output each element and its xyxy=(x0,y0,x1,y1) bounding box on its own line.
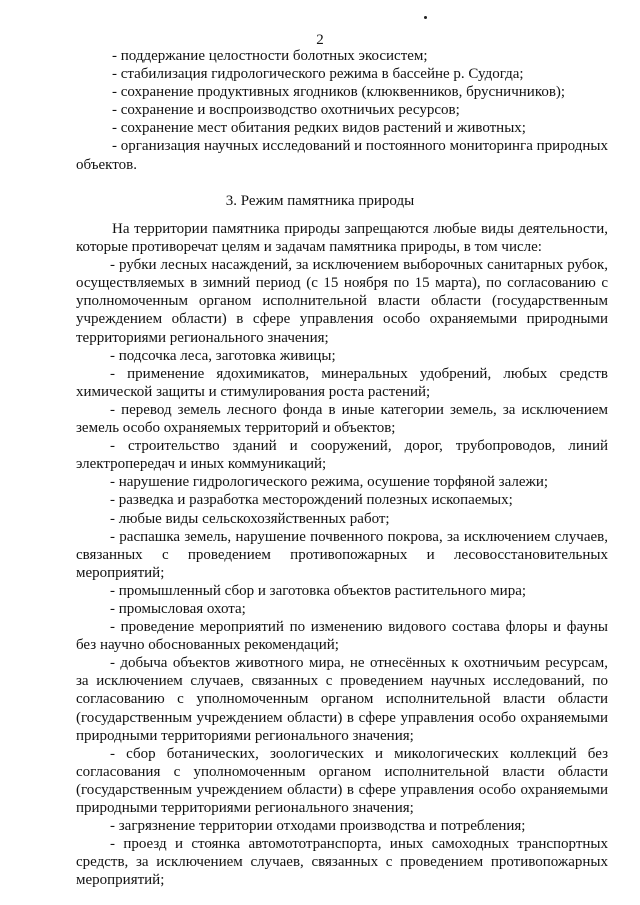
prohibited-item: - разведка и разработка месторождений полезных ископаемых; xyxy=(110,492,513,509)
scan-dot-mark xyxy=(424,16,427,19)
goal-item: - стабилизация гидрологического режима в бассейне р. Судогда; xyxy=(112,66,524,83)
prohibited-item: - промысловая охота; xyxy=(110,600,246,617)
page-number: 2 xyxy=(316,32,324,48)
prohibited-item: - применение ядохимикатов, минеральных удобрений, любых средств химической защиты и стимулирования роста растений; xyxy=(76,365,608,400)
prohibited-item: - нарушение гидрологического режима, осушение торфяной залежи; xyxy=(110,474,549,491)
goal-item: - сохранение мест обитания редких видов растений и животных; xyxy=(112,120,526,137)
goal-item: - поддержание целостности болотных экосистем; xyxy=(112,48,428,64)
goal-item: - сохранение и воспроизводство охотничьих ресурсов; xyxy=(112,102,460,119)
prohibited-item: - строительство зданий и сооружений, дорог, трубопроводов, линий электропередач и иных коммуникаций; xyxy=(76,438,608,473)
prohibited-item: - сбор ботанических, зоологических и микологических коллекций без согласования с уполномоченным органом исполнительной власти области (государственным учреждением области) в сфере управления особо охраняемыми природными территориями регионального значения; xyxy=(76,745,608,816)
section-heading: 3. Режим памятника природы xyxy=(225,193,415,209)
prohibited-item: - любые виды сельскохозяйственных работ; xyxy=(110,510,390,527)
prohibited-item: - перевод земель лесного фонда в иные категории земель, за исключением земель особо охраняемых территорий и объектов; xyxy=(76,401,608,437)
goals-list xyxy=(76,47,608,174)
regime-body xyxy=(76,220,608,889)
prohibited-item: - распашка земель, нарушение почвенного покрова, за исключением случаев, связанных с проведением противопожарных и лесовосстановительных мероприятий; xyxy=(76,528,608,581)
regime-intro: На территории памятника природы запрещаются любые виды деятельности, которые противоречат целям и задачам памятника природы, в том числе: xyxy=(76,221,608,256)
prohibited-item: - рубки лесных насаждений, за исключением выборочных санитарных рубок, осуществляемых в зимний период (с 15 ноября по 15 марта), по согласованию с уполномоченным органом исполнительной власти области (государственным учреждением области) в сфере управления особо охраняемыми природными территориями регионального значения; xyxy=(76,257,608,346)
prohibited-item: - проведение мероприятий по изменению видового состава флоры и фауны без научно обоснованных рекомендаций; xyxy=(76,619,608,654)
prohibited-item: - загрязнение территории отходами производства и потребления; xyxy=(110,818,526,835)
goal-item: - организация научных исследований и постоянного мониторинга природных объектов. xyxy=(76,138,608,173)
prohibited-item: - добыча объектов животного мира, не отнесённых к охотничьим ресурсам, за исключением случаев, связанных с проведением научных исследований, по согласованию с уполномоченным органом исполнительной власти области (государственным учреждением области) в сфере управления особо охраняемыми природными территориями регионального значения; xyxy=(76,655,608,744)
prohibited-item: - промышленный сбор и заготовка объектов растительного мира; xyxy=(110,582,527,599)
prohibited-item: - подсочка леса, заготовка живицы; xyxy=(110,347,336,364)
goal-item: - сохранение продуктивных ягодников (клюквенников, брусничников); xyxy=(112,84,566,101)
prohibited-item: - проезд и стоянка автомототранспорта, иных самоходных транспортных средств, за исключением случаев, связанных с проведением противопожарных мероприятий; xyxy=(76,836,608,889)
